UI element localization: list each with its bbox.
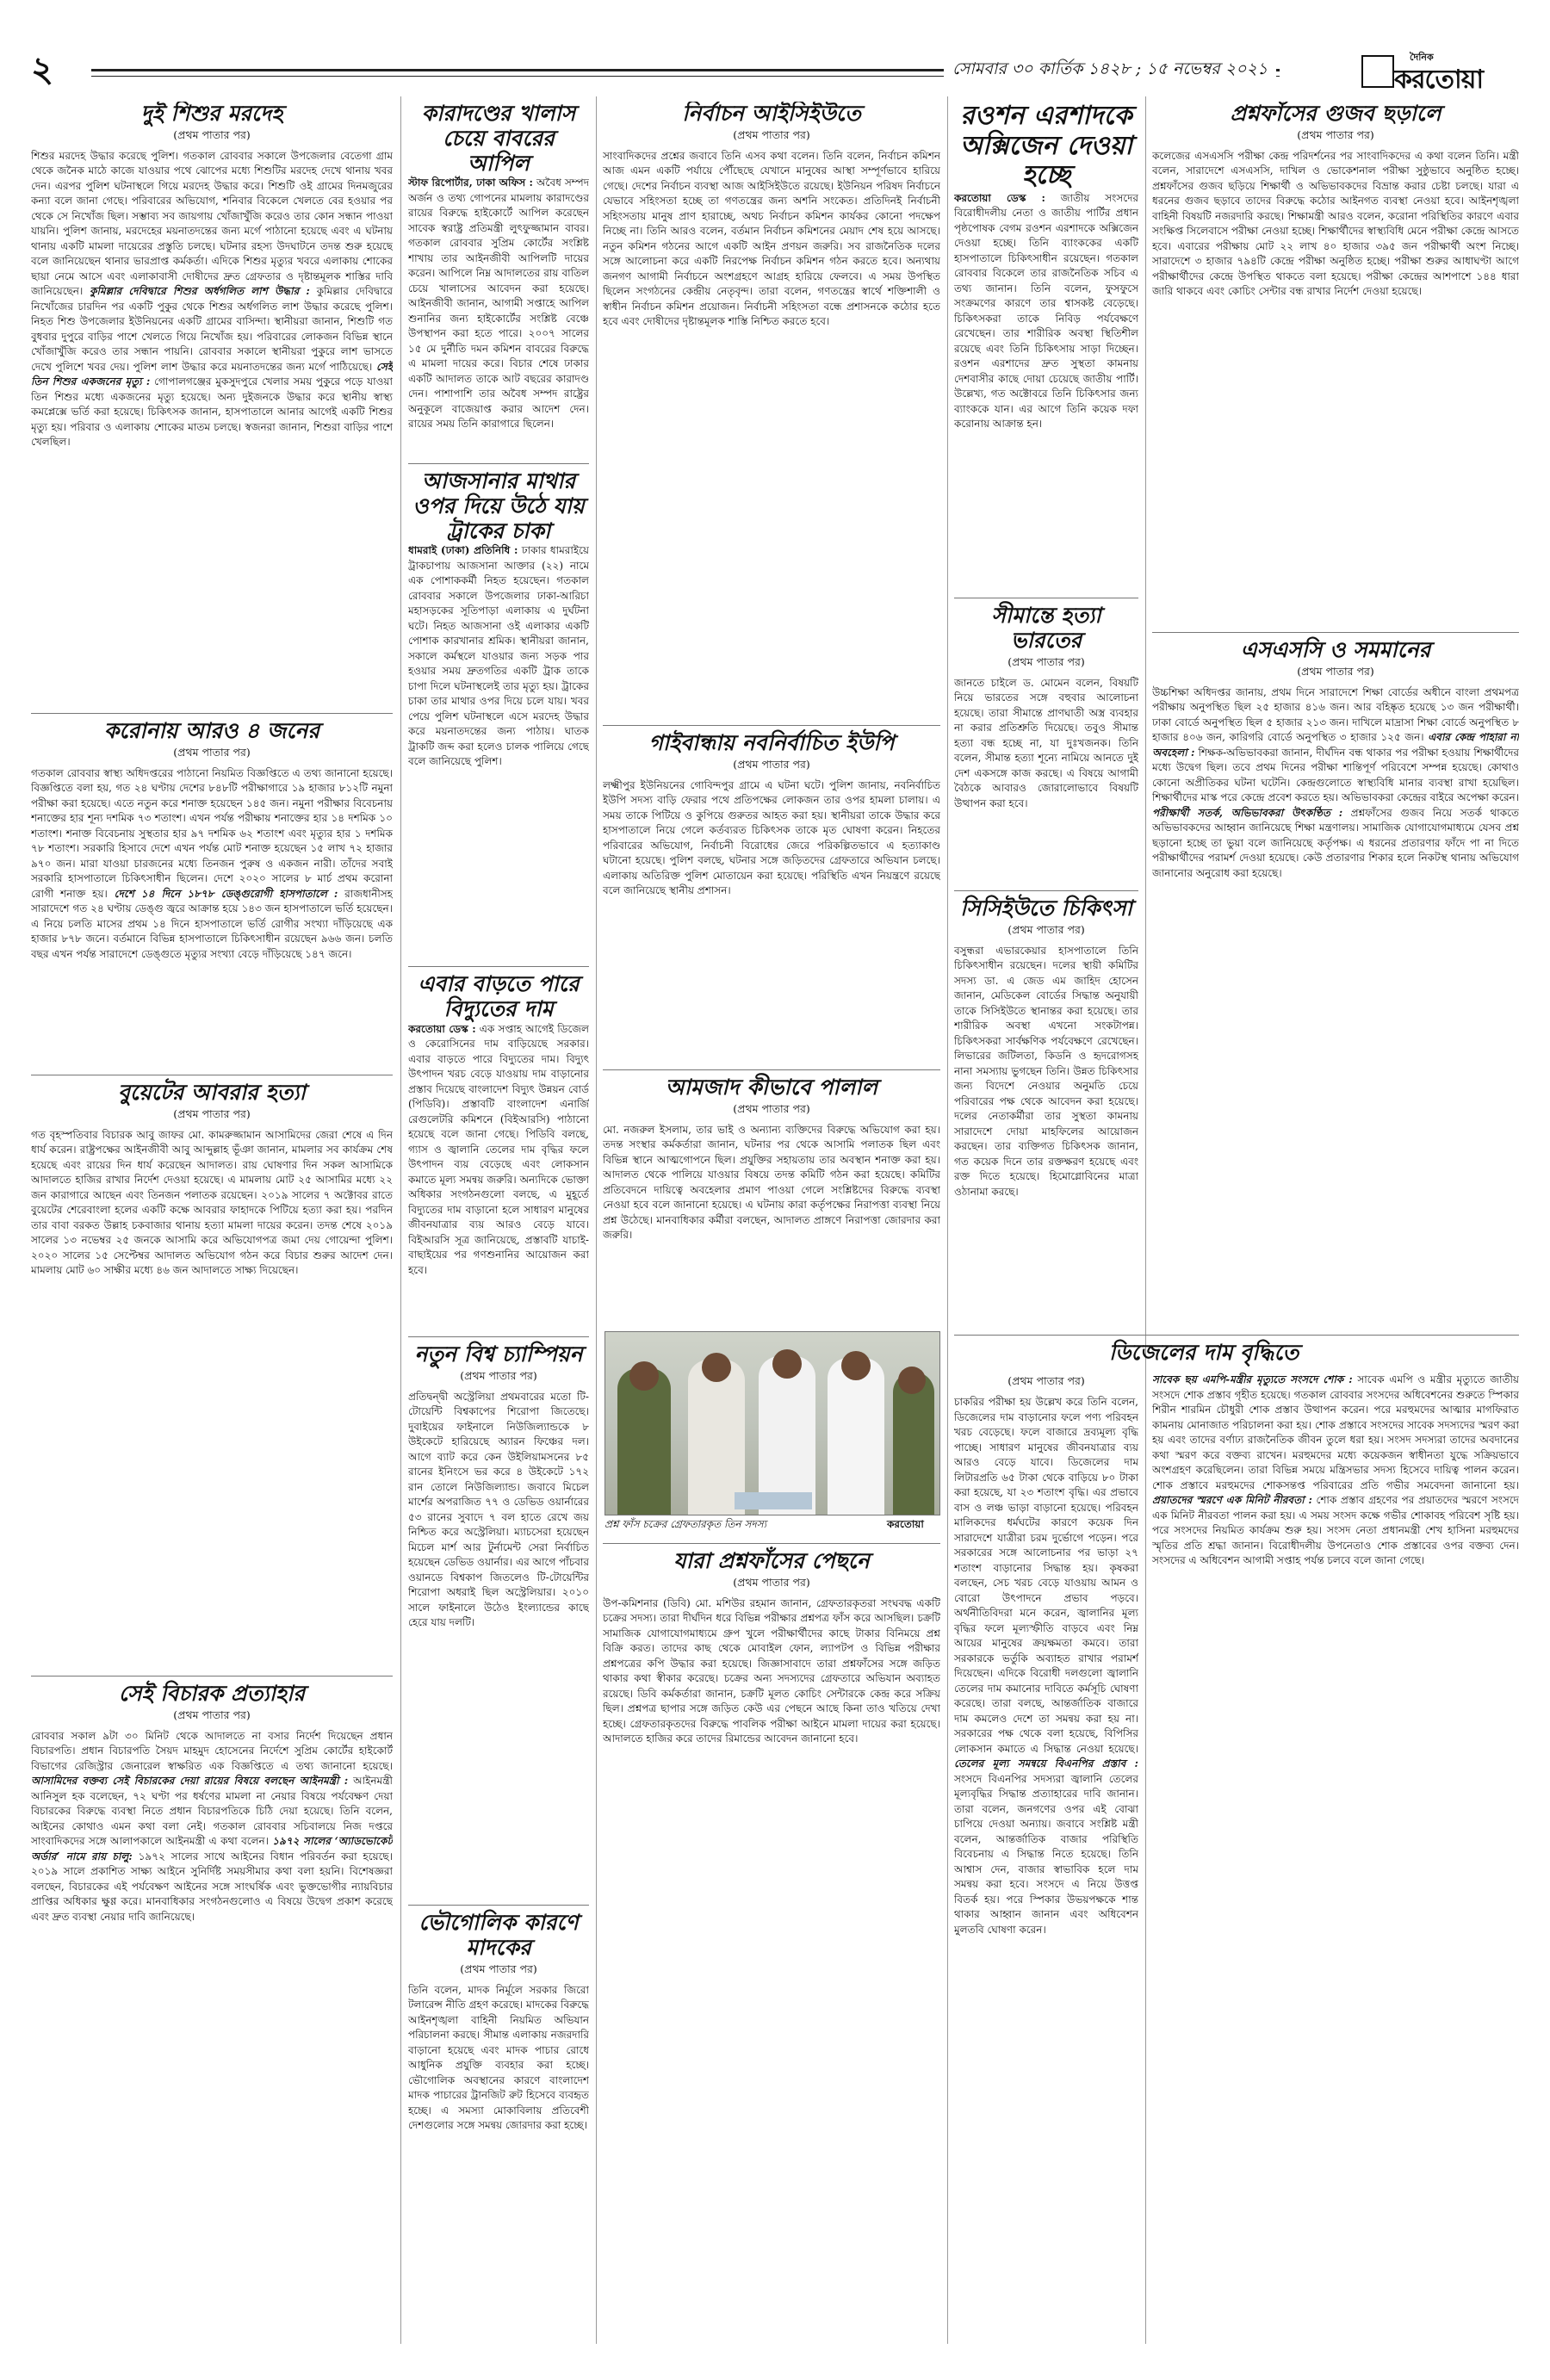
article-divider [31,713,393,714]
page-number: ২ [31,49,54,90]
photo-figure [828,1358,884,1515]
page-header [31,49,1519,95]
article-body: ধামরাই (ঢাকা) প্রতিনিধি : ঢাকার ধামরাইয়ে ট্রাকচাপায় আজসানা আক্তার (২২) নামে এক পোশাককর্মী নিহত হয়েছেন। গতকাল রোববার সকালে উপজেলার ঢাকা-আরিচা মহাসড়কের সূতিপাড়া এলাকায় এ দুর্ঘটনা ঘটে। নিহত আজসানা ওই এলাকার একটি পোশাক কারখানার শ্রমিক। স্থানীয়রা জানান, সকালে কর্মস্থলে যাওয়ার জন্য সড়ক পার হওয়ার সময় দ্রুতগতির একটি ট্রাক তাকে চাপা দিলে ঘটনাস্থলেই তার মৃত্যু হয়। ট্রাকের চাকা তার মাথার ওপর দিয়ে চলে যায়। খবর পেয়ে পুলিশ ঘটনাস্থলে এসে মরদেহ উদ্ধার করে ময়নাতদন্তের জন্য পাঠায়। ঘাতক ট্রাকটি জব্দ করা হলেও চালক পালিয়ে গেছে বলে জানিয়েছে পুলিশ। [408,544,589,768]
subheading: সেই তিন শিশুর একজনের মৃত্যু : [31,360,393,388]
article-headline: দুই শিশুর মরদেহ [140,102,283,126]
continuation-note: (প্রথম পাতার পর) [733,1575,810,1589]
date-line: সোমবার ৩০ কার্তিক ১৪২৮ ; ১৫ নভেম্বর ২০২১ [944,57,1276,84]
article-body: করতোয়া ডেস্ক : জাতীয় সংসদের বিরোধীদলীয় নেতা ও জাতীয় পার্টির প্রধান পৃষ্ঠপোষক বেগম রওশন এরশাদকে অক্সিজেন দেওয়া হচ্ছে। তিনি ব্যাংককের একটি হাসপাতালে চিকিৎসাধীন রয়েছেন। গতকাল রোববার বিকেলে তার রাজনৈতিক সচিব এ তথ্য জানান। তিনি বলেন, ফুসফুসে সংক্রমণের কারণে তার শ্বাসকষ্ট বেড়েছে। চিকিৎসকরা তাকে নিবিড় পর্যবেক্ষণে রেখেছেন। তার শারীরিক অবস্থা স্থিতিশীল রয়েছে এবং তিনি চিকিৎসায় সাড়া দিচ্ছেন। রওশন এরশাদের দ্রুত সুস্থতা কামনায় দেশবাসীর কাছে দোয়া চেয়েছে জাতীয় পার্টি। উল্লেখ্য, গত অক্টোবরে তিনি চিকিৎসার জন্য ব্যাংককে যান। এর আগে তিনি কয়েক দফা করোনায় আক্রান্ত হন। [954,191,1138,430]
article-divider [603,1543,940,1544]
article-body: প্রতিদ্বন্দ্বী অস্ট্রেলিয়া প্রথমবারের মতো টি-টোয়েন্টি বিশ্বকাপের শিরোপা জিতেছে। দুবাইয়ের ফাইনালে নিউজিল্যান্ডকে ৮ উইকেটে হারিয়েছে অ্যারন ফিঞ্চের দল। আগে ব্যাট করে কেন উইলিয়ামসনের ৮৫ রানের ইনিংসে ভর করে ৪ উইকেটে ১৭২ রান তোলে নিউজিল্যান্ড। জবাবে মিচেল মার্শের অপরাজিত ৭৭ ও ডেভিড ওয়ার্নারের ৫৩ রানের সুবাদে ৭ বল হাতে রেখে জয় নিশ্চিত করে অস্ট্রেলিয়া। ম্যাচসেরা হয়েছেন মিচেল মার্শ আর টুর্নামেন্ট সেরা নির্বাচিত হয়েছেন ডেভিড ওয়ার্নার। এর আগে পাঁচবার ওয়ানডে বিশ্বকাপ জিতলেও টি-টোয়েন্টির শিরোপা অধরাই ছিল অস্ট্রেলিয়ার। ২০১০ সালে ফাইনালে উঠেও ইংল্যান্ডের কাছে হেরে যায় দলটি। [408,1390,589,1629]
photo-figure-head [702,1353,731,1382]
continuation-note: (প্রথম পাতার পর) [1008,654,1085,668]
subheading: কুমিল্লার দেবিদ্বারে শিশুর অর্ধগলিত লাশ উদ্ধার : [90,285,310,298]
article-body: মো. নজরুল ইসলাম, তার ভাই ও অন্যান্য ব্যক্তিদের বিরুদ্ধে অভিযোগ করা হয়। তদন্ত সংস্থার কর্মকর্তারা জানান, ঘটনার পর থেকে আসামি পলাতক ছিল এবং বিভিন্ন স্থানে আত্মগোপনে ছিল। প্রযুক্তির সহায়তায় তার অবস্থান শনাক্ত করা হয়। আদালত থেকে পালিয়ে যাওয়ার বিষয়ে তদন্ত কমিটি গঠন করা হয়েছে। কমিটির প্রতিবেদনে দায়িত্বে অবহেলার প্রমাণ পাওয়া গেলে সংশ্লিষ্টদের বিরুদ্ধে ব্যবস্থা নেওয়া হবে বলে জানানো হয়েছে। এ ঘটনায় কারা কর্তৃপক্ষের নিরাপত্তা ব্যবস্থা নিয়ে প্রশ্ন উঠেছে। মানবাধিকার কর্মীরা বলছেন, আদালত প্রাঙ্গণে নিরাপত্তা জোরদার করা জরুরি। [603,1123,940,1242]
subheading: দেশে ১৪ দিনে ১৮৭৮ ডেঙ্গুরোগী হাসপাতালে : [114,887,338,900]
continuation-note: (প্রথম পাতার পর) [460,1368,537,1382]
continuation-note: (প্রথম পাতার পর) [733,127,810,141]
article-body: রোববার সকাল ৯টা ৩০ মিনিট থেকে আদালতে না বসার নির্দেশ দিয়েছেন প্রধান বিচারপতি। প্রধান বিচারপতি সৈয়দ মাহমুদ হোসেনের নির্দেশে সুপ্রিম কোর্টের হাইকোর্ট বিভাগের রেজিস্ট্রার জেনারেল স্বাক্ষরিত এক বিজ্ঞপ্তিতে এ তথ্য জানানো হয়েছে। আসামিদের বক্তব্য সেই বিচারকের দেয়া রায়ের বিষয়ে বলছেন আইনমন্ত্রী : আইনমন্ত্রী আনিসুল হক বলেছেন, ৭২ ঘণ্টা পর ধর্ষণের মামলা না নেয়ার বিষয়ে পর্যবেক্ষণ দেয়া বিচারকের বিরুদ্ধে ব্যবস্থা নিতে প্রধান বিচারপতিকে চিঠি দেয়া হয়েছে। তিনি বলেন, আইনের কোথাও এমন কথা বলা নেই। গতকাল রোববার সচিবালয়ে নিজ দপ্তরে সাংবাদিকদের সঙ্গে আলাপকালে আইনমন্ত্রী এ কথা বলেন। ১৯৭২ সালের ‘অ্যাডভোকেট অর্ডার’ নামে রায় চালু: ১৯৭২ সালের সাথে আইনের বিধান পরিবর্তন করা হয়েছে। ২০১৯ সালে প্রকাশিত সাক্ষ্য আইনে সুনির্দিষ্ট সময়সীমার কথা বলা হয়নি। বিশেষজ্ঞরা বলছেন, বিচারকের এই পর্যবেক্ষণ আইনের সঙ্গে সাংঘর্ষিক এবং ভুক্তভোগীর ন্যায়বিচার প্রাপ্তির অধিকার ক্ষুণ্ণ করে। মানবাধিকার সংগঠনগুলোও এ বিষয়ে উদ্বেগ প্রকাশ করেছে এবং দ্রুত ব্যবস্থা নেয়ার দাবি জানিয়েছে। [31,1729,393,1923]
photo-figure-head [898,1367,926,1394]
article-headline: বুয়েটের আবরার হত্যা [118,1080,306,1105]
article-babar-appeal [408,102,589,449]
article-diesel-price [954,1373,1138,2344]
article-divider [1152,632,1519,633]
continuation-note: (প্রথম পাতার পর) [173,745,251,759]
article-headline: রওশন এরশাদকে অক্সিজেন দেওয়া হচ্ছে [959,102,1133,190]
article-electricity-price [408,961,589,1323]
article-headline: আজসানার মাথার ওপর দিয়ে উঠে যায় ট্রাকের চাকা [412,468,585,543]
continuation-note: (প্রথম পাতার পর) [733,757,810,771]
article-headline: গাইবান্ধায় নবনির্বাচিত ইউপি [648,730,895,755]
article-headline: সীমান্তে হত্যা ভারতের [991,603,1101,653]
article-truck-accident [408,458,589,952]
byline: স্টাফ রিপোর্টার, ঢাকা অফিস : [408,177,533,189]
article-headline: সেই বিচারক প্রত্যাহার [118,1681,306,1706]
byline: ধামরাই (ঢাকা) প্রতিনিধি : [408,544,518,557]
logo-tagline: দৈনিক [1410,52,1434,63]
column-divider [1145,96,1146,2344]
logo-emblem-icon [1361,55,1394,88]
byline: করতোয়া ডেস্ক : [408,1022,476,1035]
continuation-note: (প্রথম পাতার পর) [1297,127,1374,141]
article-body: সাবেক ছয় এমপি-মন্ত্রীর মৃত্যুতে সংসদে শোক : সাবেক এমপি ও মন্ত্রীর মৃত্যুতে জাতীয় সংসদে শোক প্রস্তাব গৃহীত হয়েছে। গতকাল রোববার সংসদের অধিবেশনের শুরুতে স্পিকার শিরীন শারমিন চৌধুরী শোক প্রস্তাব উত্থাপন করেন। পরে মরহুমদের আত্মার মাগফিরাত কামনায় মোনাজাত পরিচালনা করা হয়। শোক প্রস্তাবে সংসদের সাবেক সদস্যদের স্মরণ করা হয় এবং তাদের বর্ণাঢ্য রাজনৈতিক জীবন তুলে ধরা হয়। সংসদ সদস্যরা তাদের অবদানের কথা স্মরণ করে বক্তব্য রাখেন। মরহুমদের মধ্যে কয়েকজন স্বাধীনতা যুদ্ধে সক্রিয়ভাবে অংশগ্রহণ করেছিলেন। তারা বিভিন্ন সময়ে মন্ত্রিসভার সদস্য হিসেবে দায়িত্ব পালন করেন। শোক প্রস্তাবে মরহুমদের শোকসন্তপ্ত পরিবারের প্রতি গভীর সমবেদনা জানানো হয়। প্রয়াতদের স্মরণে এক মিনিট নীরবতা : শোক প্রস্তাব গ্রহণের পর প্রয়াতদের স্মরণে সংসদে এক মিনিট নীরবতা পালন করা হয়। এ সময় সংসদ কক্ষে গভীর শোকাবহ পরিবেশ সৃষ্টি হয়। পরে সংসদের নিয়মিত কার্যক্রম শুরু হয়। সংসদ নেতা প্রধানমন্ত্রী শেখ হাসিনা মরহুমদের স্মৃতির প্রতি শ্রদ্ধা জানান। বিরোধীদলীয় উপনেতাও শোক প্রস্তাবের ওপর বক্তব্য দেন। সংসদের এ অধিবেশন আগামী সপ্তাহ পর্যন্ত চলবে বলে জানা গেছে। [1152,1373,1519,1566]
subheading: ১৯৭২ সালের ‘অ্যাডভোকেট অর্ডার’ নামে রায় চালু: [31,1835,393,1862]
article-judge-withdrawn [31,1670,393,2344]
photo-figure-head [772,1349,802,1379]
article-headline: নতুন বিশ্ব চ্যাম্পিয়ন [414,1342,583,1367]
article-headline: প্রশ্নফাঁসের গুজব ছড়ালে [1230,102,1442,126]
article-abrar-murder [31,1069,393,1662]
article-question-leakers [603,1538,940,2344]
article-body: লক্ষ্মীপুর ইউনিয়নের গোবিন্দপুর গ্রামে এ ঘটনা ঘটে। পুলিশ জানায়, নবনির্বাচিত ইউপি সদস্য বাড়ি ফেরার পথে প্রতিপক্ষের লোকজন তার ওপর হামলা চালায়। এ সময় তাকে পিটিয়ে ও কুপিয়ে গুরুতর আহত করা হয়। স্থানীয়রা তাকে উদ্ধার করে হাসপাতালে নিয়ে গেলে কর্তব্যরত চিকিৎসক তাকে মৃত ঘোষণা করেন। নিহতের পরিবারের অভিযোগ, নির্বাচনী বিরোধের জেরে পরিকল্পিতভাবে এ হত্যাকাণ্ড ঘটানো হয়েছে। পুলিশ বলছে, ঘটনার সঙ্গে জড়িতদের গ্রেফতারে অভিযান চলছে। এলাকায় অতিরিক্ত পুলিশ মোতায়েন করা হয়েছে। পরিস্থিতি এখন নিয়ন্ত্রণে রয়েছে বলে জানিয়েছে স্থানীয় প্রশাসন। [603,778,940,897]
continuation-note: (প্রথম পাতার পর) [1008,922,1085,936]
article-child-bodies [31,102,393,699]
article-body: করতোয়া ডেস্ক : এক সপ্তাহ আগেই ডিজেল ও কেরোসিনের দাম বাড়িয়েছে সরকার। এবার বাড়তে পারে বিদ্যুতের দাম। বিদ্যুৎ উৎপাদন খরচ বেড়ে যাওয়ায় দাম বাড়ানোর প্রস্তাব দিয়েছে বাংলাদেশ বিদ্যুৎ উন্নয়ন বোর্ড (পিডিবি)। প্রস্তাবটি বাংলাদেশ এনার্জি রেগুলেটরি কমিশনে (বিইআরসি) পাঠানো হয়েছে বলে জানা গেছে। পিডিবি বলছে, গ্যাস ও জ্বালানি তেলের দাম বৃদ্ধির ফলে উৎপাদন ব্যয় বেড়েছে এবং লোকসান কমাতে মূল্য সমন্বয় জরুরি। অন্যদিকে ভোক্তা অধিকার সংগঠনগুলো বলছে, এ মুহূর্তে বিদ্যুতের দাম বাড়ানো হলে সাধারণ মানুষের জীবনযাত্রার ব্যয় আরও বেড়ে যাবে। বিইআরসি সূত্র জানিয়েছে, প্রস্তাবটি যাচাই-বাছাইয়ের পর গণশুনানির আয়োজন করা হবে। [408,1022,589,1276]
article-body: উচ্চশিক্ষা অধিদপ্তর জানায়, প্রথম দিনে সারাদেশে শিক্ষা বোর্ডের অধীনে বাংলা প্রথমপত্র পরীক্ষায় অনুপস্থিত ছিল ২৫ হাজার ৪১৬ জন। আর বহিষ্কৃত হয়েছে ১৩ জন পরীক্ষার্থী। ঢাকা বোর্ডে অনুপস্থিত ছিল ৫ হাজার ২১৩ জন। দাখিলে মাদ্রাসা শিক্ষা বোর্ডে অনুপস্থিত ৮ হাজার ৪০৬ জন, কারিগরি বোর্ডে অনুপস্থিত ৩ হাজার ১২৫ জন। এবার কেন্দ্র পাহারা না অবহেলা : শিক্ষক-অভিভাবকরা জানান, দীর্ঘদিন বন্ধ থাকার পর পরীক্ষা হওয়ায় শিক্ষার্থীদের মধ্যে উদ্বেগ ছিল। তবে প্রথম দিনের পরীক্ষা শান্তিপূর্ণ পরিবেশে সম্পন্ন হয়েছে। কোথাও কোনো অপ্রীতিকর ঘটনা ঘটেনি। কেন্দ্রগুলোতে স্বাস্থ্যবিধি মানার ব্যবস্থা রাখা হয়েছিল। শিক্ষার্থীদের মাস্ক পরে কেন্দ্রে প্রবেশ করতে হয়। অভিভাবকরা কেন্দ্রের বাইরে অপেক্ষা করেন। পরীক্ষার্থী সতর্ক, অভিভাবকরা উৎকণ্ঠিত : প্রশ্নফাঁসের গুজব নিয়ে সতর্ক থাকতে অভিভাবকদের আহ্বান জানিয়েছে শিক্ষা মন্ত্রণালয়। সামাজিক যোগাযোগমাধ্যমে যেসব প্রশ্ন ছড়ানো হচ্ছে তা ভুয়া বলে জানিয়েছে কর্তৃপক্ষ। এ ধরনের প্রতারণার ফাঁদে পা না দিতে পরীক্ষার্থীদের পরামর্শ দেওয়া হয়েছে। কেউ প্রতারণার শিকার হলে নিকটস্থ থানায় অভিযোগ জানানোর অনুরোধ করা হয়েছে। [1152,685,1519,879]
article-headline: এবার বাড়তে পারে বিদ্যুতের দাম [418,971,580,1021]
article-divider [954,890,1138,891]
article-body: স্টাফ রিপোর্টার, ঢাকা অফিস : অবৈধ সম্পদ অর্জন ও তথ্য গোপনের মামলায় কারাদণ্ডের রায়ের বিরুদ্ধে হাইকোর্টে আপিল করেছেন সাবেক স্বরাষ্ট্র প্রতিমন্ত্রী লুৎফুজ্জামান বাবর। গতকাল রোববার সুপ্রিম কোর্টের সংশ্লিষ্ট শাখায় তার আইনজীবী আপিলটি দায়ের করেন। আপিলে নিম্ন আদালতের রায় বাতিল চেয়ে খালাসের আবেদন করা হয়েছে। আইনজীবী জানান, আগামী সপ্তাহে আপিল শুনানির জন্য হাইকোর্টের সংশ্লিষ্ট বেঞ্চে উপস্থাপন করা হতে পারে। ২০০৭ সালের ১৫ মে দুর্নীতি দমন কমিশন বাবরের বিরুদ্ধে এ মামলা দায়ের করে। বিচার শেষে ঢাকার একটি আদালত তাকে আট বছরের কারাদণ্ড দেন। পাশাপাশি তার অবৈধ সম্পদ রাষ্ট্রের অনুকূলে বাজেয়াপ্ত করার আদেশ দেন। রায়ের সময় তিনি কারাগারে ছিলেন। [408,177,589,431]
article-divider [31,1676,393,1677]
article-divider [603,725,940,726]
article-divider [954,1335,1519,1336]
article-headline: কারাদণ্ডের খালাস চেয়ে বাবরের আপিল [421,102,576,176]
subheading: পরীক্ষার্থী সতর্ক, অভিভাবকরা উৎকণ্ঠিত : [1152,806,1343,819]
article-corona [31,708,393,1061]
article-body: চাকরির পরীক্ষা হয় উল্লেখ করে তিনি বলেন, ডিজেলের দাম বাড়ানোর ফলে পণ্য পরিবহন খরচ বেড়েছে। ফলে বাজারে দ্রব্যমূল্য বৃদ্ধি পাচ্ছে। সাধারণ মানুষের জীবনযাত্রার ব্যয় আরও বেড়ে যাবে। ডিজেলের দাম লিটারপ্রতি ৬৫ টাকা থেকে বাড়িয়ে ৮০ টাকা করা হয়েছে, যা ২৩ শতাংশ বৃদ্ধি। এর প্রভাবে বাস ও লঞ্চ ভাড়া বাড়ানো হয়েছে। পরিবহন মালিকদের ধর্মঘটের কারণে কয়েক দিন সারাদেশে যাত্রীরা চরম দুর্ভোগে পড়েন। পরে সরকারের সঙ্গে আলোচনার পর ভাড়া ২৭ শতাংশ বাড়ানোর সিদ্ধান্ত হয়। কৃষকরা বলছেন, সেচ খরচ বেড়ে যাওয়ায় আমন ও বোরো উৎপাদনে প্রভাব পড়বে। অর্থনীতিবিদরা মনে করেন, জ্বালানির মূল্য বৃদ্ধির ফলে মূল্যস্ফীতি বাড়বে এবং নিম্ন আয়ের মানুষের ক্রয়ক্ষমতা কমবে। তারা সরকারকে ভর্তুকি অব্যাহত রাখার পরামর্শ দিয়েছেন। এদিকে বিরোধী দলগুলো জ্বালানি তেলের দাম কমানোর দাবিতে কর্মসূচি ঘোষণা করেছে। তারা বলছে, আন্তর্জাতিক বাজারে দাম কমলেও দেশে তা সমন্বয় করা হয় না। সরকারের পক্ষ থেকে বলা হয়েছে, বিপিসির লোকসান কমাতে এ সিদ্ধান্ত নেওয়া হয়েছে। তেলের মূল্য সমন্বয়ে বিএনপির প্রস্তাব : সংসদে বিএনপির সদস্যরা জ্বালানি তেলের মূল্যবৃদ্ধির সিদ্ধান্ত প্রত্যাহারের দাবি জানান। তারা বলেন, জনগণের ওপর এই বোঝা চাপিয়ে দেওয়া অন্যায়। জবাবে সংশ্লিষ্ট মন্ত্রী বলেন, আন্তর্জাতিক বাজার পরিস্থিতি বিবেচনায় এ সিদ্ধান্ত নিতে হয়েছে। তিনি আশ্বাস দেন, বাজার স্বাভাবিক হলে দাম সমন্বয় করা হবে। সংসদে এ নিয়ে উত্তপ্ত বিতর্ক হয়। পরে স্পিকার উভয়পক্ষকে শান্ত থাকার আহ্বান জানান এবং অধিবেশন মুলতবি ঘোষণা করেন। [954,1396,1138,1936]
photo-table-items [735,1492,812,1509]
article-election-icu [603,102,940,711]
subheading: আসামিদের বক্তব্য সেই বিচারকের দেয়া রায়ের বিষয়ে বলছেন আইনমন্ত্রী : [31,1775,349,1788]
article-parliament-condolence [1152,1373,1519,2344]
article-body: গত বৃহস্পতিবার বিচারক আবু জাফর মো. কামরুজ্জামান আসামিদের জেরা শেষে এ দিন ধার্য করেন। রাষ্ট্রপক্ষের আইনজীবী আবু আব্দুল্লাহ ভূঁঞা জানান, মামলার সব কার্যক্রম শেষ হয়েছে এবং রায়ের দিন ধার্য করেছেন আদালত। রায় ঘোষণার দিন সকল আসামিকে আদালতে হাজির রাখার নির্দেশ দেওয়া হয়েছে। এ মামলায় মোট ২৫ আসামির মধ্যে ২২ জন কারাগারে আছেন এবং তিনজন পলাতক রয়েছেন। ২০১৯ সালের ৭ অক্টোবর রাতে বুয়েটের শেরেবাংলা হলের একটি কক্ষে আবরার ফাহাদকে পিটিয়ে হত্যা করা হয়। পরদিন তার বাবা বরকত উল্লাহ চকবাজার থানায় হত্যা মামলা দায়ের করেন। তদন্ত শেষে ২০১৯ সালের ১৩ নভেম্বর ২৫ জনকে আসামি করে অভিযোগপত্র জমা দেয় গোয়েন্দা পুলিশ। ২০২০ সালের ১৫ সেপ্টেম্বর আদালত অভিযোগ গঠন করে বিচার শুরুর আদেশ দেন। মামলায় মোট ৬০ সাক্ষীর মধ্যে ৪৬ জন আদালতে সাক্ষ্য দিয়েছেন। [31,1128,393,1277]
continuation-note: (প্রথম পাতার পর) [173,1708,251,1721]
article-amjad-escape [603,1064,940,1323]
article-body: সাংবাদিকদের প্রশ্নের জবাবে তিনি এসব কথা বলেন। তিনি বলেন, নির্বাচন কমিশন আজ এমন একটি পর্যায়ে পৌঁছেছে যেখানে মানুষের আস্থা সম্পূর্ণভাবে হারিয়ে গেছে। দেশের নির্বাচন ব্যবস্থা আজ আইসিইউতে রয়েছে। ইউনিয়ন পরিষদ নির্বাচনে যেভাবে সহিংসতা হচ্ছে তা গণতন্ত্রের জন্য অশনি সংকেত। প্রতিদিনই নির্বাচনী সহিংসতায় মানুষ প্রাণ হারাচ্ছে, অথচ নির্বাচন কমিশন কার্যকর কোনো পদক্ষেপ নিচ্ছে না। তিনি আরও বলেন, বর্তমান নির্বাচন কমিশনের মেয়াদ শেষ হয়ে আসছে। নতুন কমিশন গঠনের আগে একটি আইন প্রণয়ন জরুরি। সব রাজনৈতিক দলের সঙ্গে আলোচনা করে একটি নিরপেক্ষ নির্বাচন কমিশন গঠন করতে হবে। অন্যথায় জনগণ আগামী নির্বাচনে অংশগ্রহণে আগ্রহ হারিয়ে ফেলবে। এ সময় উপস্থিত ছিলেন সংগঠনের কেন্দ্রীয় নেতৃবৃন্দ। তারা বলেন, গণতন্ত্রের স্বার্থে শক্তিশালী ও স্বাধীন নির্বাচন কমিশন প্রয়োজন। নির্বাচনী সহিংসতা বন্ধে প্রশাসনকে কঠোর হতে হবে এবং দোষীদের দৃষ্টান্তমূলক শাস্তি নিশ্চিত করতে হবে। [603,149,940,328]
article-diesel-price-header [954,1329,1519,1371]
photo-figure [688,1360,745,1515]
article-world-champion [408,1331,589,1891]
article-headline: নির্বাচন আইসিইউতে [682,102,861,126]
article-body: বসুন্ধরা এভারকেয়ার হাসপাতালে তিনি চিকিৎসাধীন রয়েছেন। দলের স্থায়ী কমিটির সদস্য ডা. এ জেড এম জাহিদ হোসেন জানান, মেডিকেল বোর্ডের সিদ্ধান্ত অনুযায়ী তাকে সিসিইউতে স্থানান্তর করা হয়েছে। তার শারীরিক অবস্থা এখনো সংকটাপন্ন। চিকিৎসকরা সার্বক্ষণিক পর্যবেক্ষণে রেখেছেন। লিভারের জটিলতা, কিডনি ও হৃদরোগসহ নানা সমস্যায় ভুগছেন তিনি। উন্নত চিকিৎসার জন্য বিদেশে নেওয়ার অনুমতি চেয়ে পরিবারের পক্ষ থেকে আবেদন করা হয়েছে। দলের নেতাকর্মীরা তার সুস্থতা কামনায় সারাদেশে দোয়া মাহফিলের আয়োজন করছেন। তার ব্যক্তিগত চিকিৎসক জানান, গত কয়েক দিনে তার রক্তক্ষরণ হয়েছে এবং রক্ত দিতে হয়েছে। হিমোগ্লোবিনের মাত্রা ওঠানামা করছে। [954,944,1138,1198]
article-drug-geography [408,1900,589,2344]
article-body: তিনি বলেন, মাদক নির্মূলে সরকার জিরো টলারেন্স নীতি গ্রহণ করেছে। মাদকের বিরুদ্ধে আইনশৃঙ্খলা বাহিনী নিয়মিত অভিযান পরিচালনা করছে। সীমান্ত এলাকায় নজরদারি বাড়ানো হয়েছে এবং মাদক পাচার রোধে আধুনিক প্রযুক্তি ব্যবহার করা হচ্ছে। ভৌগোলিক অবস্থানের কারণে বাংলাদেশ মাদক পাচারের ট্রানজিট রুট হিসেবে ব্যবহৃত হচ্ছে। এ সমস্যা মোকাবিলায় প্রতিবেশী দেশগুলোর সঙ্গে সমন্বয় জোরদার করা হচ্ছে। [408,1983,589,2131]
photo-figure-head [629,1361,659,1391]
article-headline: যারা প্রশ্নফাঁসের পেছনে [673,1548,870,1573]
article-border-killing [954,592,1138,877]
column-divider [947,96,948,2344]
article-body: গতকাল রোববার স্বাস্থ্য অধিদপ্তরের পাঠানো নিয়মিত বিজ্ঞপ্তিতে এ তথ্য জানানো হয়েছে। বিজ্ঞপ্তিতে বলা হয়, গত ২৪ ঘণ্টায় দেশের ৮৪৮টি পরীক্ষাগারে ১৯ হাজার ৮১২টি নমুনা পরীক্ষা করা হয়েছে। এতে নতুন করে শনাক্ত হয়েছেন ১৪৫ জন। নমুনা পরীক্ষার বিবেচনায় শনাক্তের হার শূন্য দশমিক ৭৩ শতাংশ। এখন পর্যন্ত পরীক্ষায় শনাক্তের হার ১৪ দশমিক ১০ শতাংশ। শনাক্ত বিবেচনায় সুস্থতার হার ৯৭ দশমিক ৬২ শতাংশ এবং মৃত্যুর হার ১ দশমিক ৭৮ শতাংশ। সরকারি হিসাবে দেশে এখন পর্যন্ত মোট শনাক্ত হয়েছেন ১৫ লাখ ৭২ হাজার ৯৭০ জন। মারা যাওয়া চারজনের মধ্যে তিনজন পুরুষ ও একজন নারী। তাঁদের সবাই সরকারি হাসপাতালে চিকিৎসাধীন ছিলেন। দেশে ২০২০ সালের ৮ মার্চ প্রথম করোনা রোগী শনাক্ত হয়। দেশে ১৪ দিনে ১৮৭৮ ডেঙ্গুরোগী হাসপাতালে : রাজধানীসহ সারাদেশে গত ২৪ ঘণ্টায় ডেঙ্গু জ্বরে আক্রান্ত হয়ে ১৪৩ জন হাসপাতালে ভর্তি হয়েছেন। এ নিয়ে চলতি মাসের প্রথম ১৪ দিনে হাসপাতালে ভর্তি রোগীর সংখ্যা দাঁড়িয়েছে এক হাজার ৮৭৮ জনে। বর্তমানে বিভিন্ন হাসপাতালে চিকিৎসাধীন রয়েছেন ৯৬৬ জন। চলতি বছর এখন পর্যন্ত সারাদেশে ডেঙ্গুতে মৃত্যুর সংখ্যা বেড়ে দাঁড়িয়েছে ১৪৭ জনে। [31,766,393,960]
article-body: জানতে চাইলে ড. মোমেন বলেন, বিষয়টি নিয়ে ভারতের সঙ্গে বহুবার আলোচনা হয়েছে। তারা সীমান্তে প্রাণঘাতী অস্ত্র ব্যবহার না করার প্রতিশ্রুতি দিয়েছে। তবুও সীমান্ত হত্যা বন্ধ হচ্ছে না, যা দুঃখজনক। তিনি বলেন, সীমান্ত হত্যা শূন্যে নামিয়ে আনতে দুই দেশ একসঙ্গে কাজ করছে। এ বিষয়ে আগামী বৈঠকে আবারও জোরালোভাবে বিষয়টি উত্থাপন করা হবে। [954,676,1138,809]
photo-caption: প্রশ্ন ফাঁস চক্রের গ্রেফতারকৃত তিন সদস্য [604,1518,767,1530]
continuation-note: (প্রথম পাতার পর) [173,127,251,141]
article-question-leak-rumor [1152,102,1519,618]
article-divider [603,1069,940,1070]
column-divider [596,96,597,2344]
article-headline: এসএসসি ও সমমানের [1240,637,1431,662]
article-rowshan-ershad [954,102,1138,584]
article-divider [408,1905,589,1906]
photo-figure [759,1356,815,1515]
article-headline: আমজাদ কীভাবে পালাল [665,1075,878,1100]
subheading: এবার কেন্দ্র পাহারা না অবহেলা : [1152,731,1519,759]
news-photo [604,1331,940,1515]
continuation-note: (প্রথম পাতার পর) [460,1962,537,1975]
article-ccu-treatment [954,885,1138,1255]
article-headline: ভৌগোলিক কারণে মাদকের [418,1910,579,1960]
article-headline: সিসিইউতে চিকিৎসা [960,896,1132,920]
article-gaibandha-up [603,720,940,1056]
article-headline: করোনায় আরও ৪ জনের [103,718,320,743]
subheading: সাবেক ছয় এমপি-মন্ত্রীর মৃত্যুতে সংসদে শোক : [1152,1373,1353,1385]
article-headline: ডিজেলের দাম বৃদ্ধিতে [1109,1340,1299,1365]
continuation-note: (প্রথম পাতার পর) [733,1101,810,1115]
newspaper-logo [1361,48,1516,95]
article-divider [408,463,589,464]
photo-figure-head [841,1351,871,1380]
article-body: কলেজের এসএসসি পরীক্ষা কেন্দ্র পরিদর্শনের পর সাংবাদিকদের এ কথা বলেন তিনি। মন্ত্রী বলেন, সারাদেশে এসএসসি, দাখিল ও ভোকেশনাল পরীক্ষা সুষ্ঠুভাবে অনুষ্ঠিত হচ্ছে। প্রশ্নফাঁসের গুজব ছড়িয়ে শিক্ষার্থী ও অভিভাবকদের বিভ্রান্ত করার চেষ্টা চলছে। যারা এ ধরনের গুজব ছড়াবে তাদের বিরুদ্ধে কঠোর আইনগত ব্যবস্থা নেওয়া হবে। আইনশৃঙ্খলা বাহিনী বিষয়টি নজরদারি করছে। শিক্ষামন্ত্রী আরও বলেন, করোনা পরিস্থিতির কারণে এবার সংক্ষিপ্ত সিলেবাসে পরীক্ষা নেওয়া হচ্ছে। শিক্ষার্থীদের স্বাস্থ্যবিধি মেনে পরীক্ষা কেন্দ্রে আসতে হবে। এবারের পরীক্ষায় মোট ২২ লাখ ৪০ হাজার ৩৯৫ জন পরীক্ষার্থী অংশ নিচ্ছে। সারাদেশে ৩ হাজার ৭৯৪টি কেন্দ্রে পরীক্ষা অনুষ্ঠিত হচ্ছে। পরীক্ষা শুরুর আধাঘণ্টা আগে পরীক্ষার্থীদের কেন্দ্রে উপস্থিত থাকতে বলা হয়েছে। পরীক্ষা কেন্দ্রের আশপাশে ১৪৪ ধারা জারি থাকবে এবং কোচিং সেন্টার বন্ধ রাখার নির্দেশ দেওয়া হয়েছে। [1152,149,1519,298]
article-body: শিশুর মরদেহ উদ্ধার করেছে পুলিশ। গতকাল রোববার সকালে উপজেলার বেতেগা গ্রাম থেকে জনৈক মাঠে কাজে যাওয়ার পথে ঝোপের মধ্যে শিশুটির মরদেহ দেখে থানায় খবর দেন। এরপর পুলিশ ঘটনাস্থলে গিয়ে মরদেহ উদ্ধার করে। শিশুটি ওই গ্রামের দিনমজুরের কন্যা বলে জানা গেছে। পরিবারের অভিযোগ, শনিবার বিকেলে খেলতে বের হওয়ার পর থেকে সে নিখোঁজ ছিল। সম্ভাব্য সব জায়গায় খোঁজাখুঁজি করেও তার কোন সন্ধান পাওয়া যায়নি। পুলিশ জানায়, মরদেহের ময়নাতদন্তের জন্য মর্গে পাঠানো হয়েছে এবং এ ঘটনায় থানায় একটি মামলা দায়েরের প্রস্তুতি চলছে। ঘটনার রহস্য উদঘাটনে তদন্ত শুরু হয়েছে বলে জানিয়েছেন থানার ভারপ্রাপ্ত কর্মকর্তা। এদিকে শিশুর মৃত্যুর খবরে এলাকায় শোকের ছায়া নেমে আসে এবং এলাকাবাসী দোষীদের দ্রুত গ্রেফতার ও দৃষ্টান্তমূলক শাস্তির দাবি জানিয়েছেন। কুমিল্লার দেবিদ্বারে শিশুর অর্ধগলিত লাশ উদ্ধার : কুমিল্লার দেবিদ্বারে নিখোঁজের চারদিন পর একটি পুকুর থেকে শিশুর অর্ধগলিত লাশ উদ্ধার করেছে পুলিশ। নিহত শিশু উপজেলার ইউনিয়নের একটি গ্রামের বাসিন্দা। স্থানীয়রা জানান, শিশুটি গত বুধবার দুপুরে বাড়ির পাশে খেলতে গিয়ে নিখোঁজ হয়। পরিবারের লোকজন বিভিন্ন স্থানে খোঁজাখুঁজি করেও তার সন্ধান পায়নি। রোববার সকালে স্থানীয়রা পুকুরে লাশ ভাসতে দেখে পুলিশে খবর দেয়। পুলিশ লাশ উদ্ধার করে ময়নাতদন্তের জন্য মর্গে পাঠিয়েছে। সেই তিন শিশুর একজনের মৃত্যু : গোপালগঞ্জের মুকসুদপুরে খেলার সময় পুকুরে পড়ে যাওয়া তিন শিশুর মধ্যে একজনের মৃত্যু হয়েছে। অন্য দুইজনকে উদ্ধার করে স্থানীয় স্বাস্থ্য কমপ্লেক্সে ভর্তি করা হয়েছে। চিকিৎসক জানান, হাসপাতালে আনার আগেই একটি শিশুর মৃত্যু হয়। পরিবার ও এলাকায় শোকের মাতম চলছে। স্বজনরা জানান, শিশুরা বাড়ির পাশে খেলছিল। [31,149,393,449]
column-divider [400,96,401,2344]
article-body: উপ-কমিশনার (ডিবি) মো. মশিউর রহমান জানান, গ্রেফতারকৃতরা সংঘবদ্ধ একটি চক্রের সদস্য। তারা দীর্ঘদিন ধরে বিভিন্ন পরীক্ষার প্রশ্নপত্র ফাঁস করে আসছিল। চক্রটি সামাজিক যোগাযোগমাধ্যমে গ্রুপ খুলে পরীক্ষার্থীদের কাছে টাকার বিনিময়ে প্রশ্ন বিক্রি করত। তাদের কাছ থেকে মোবাইল ফোন, ল্যাপটপ ও বিভিন্ন পরীক্ষার প্রশ্নপত্রের কপি উদ্ধার করা হয়েছে। জিজ্ঞাসাবাদে তারা প্রশ্নফাঁসের সঙ্গে জড়িত থাকার কথা স্বীকার করেছে। চক্রের অন্য সদস্যদের গ্রেফতারে অভিযান অব্যাহত রয়েছে। ডিবি কর্মকর্তারা জানান, চক্রটি মূলত কোচিং সেন্টারকে কেন্দ্র করে সক্রিয় ছিল। প্রশ্নপত্র ছাপার সঙ্গে জড়িত কেউ এর পেছনে আছে কিনা তাও খতিয়ে দেখা হচ্ছে। গ্রেফতারকৃতদের বিরুদ্ধে পাবলিক পরীক্ষা আইনে মামলা দায়ের করা হয়েছে। আদালতে হাজির করে তাদের রিমান্ডের আবেদন জানানো হবে। [603,1596,940,1745]
article-ssc-exam [1152,627,1519,1321]
logo-name: করতোয়া [1394,65,1484,95]
subheading: প্রয়াতদের স্মরণে এক মিনিট নীরবতা : [1152,1494,1312,1506]
subheading: তেলের মূল্য সমন্বয়ে বিএনপির প্রস্তাব : [954,1757,1138,1770]
byline: করতোয়া ডেস্ক : [954,191,1045,204]
photo-credit: করতোয়া [887,1518,924,1530]
article-divider [408,966,589,967]
continuation-note: (প্রথম পাতার পর) [1008,1374,1085,1387]
continuation-note: (প্রথম পাতার পর) [173,1106,251,1120]
continuation-note: (প্রথম পাতার পর) [1297,664,1374,678]
article-divider [408,1336,589,1337]
